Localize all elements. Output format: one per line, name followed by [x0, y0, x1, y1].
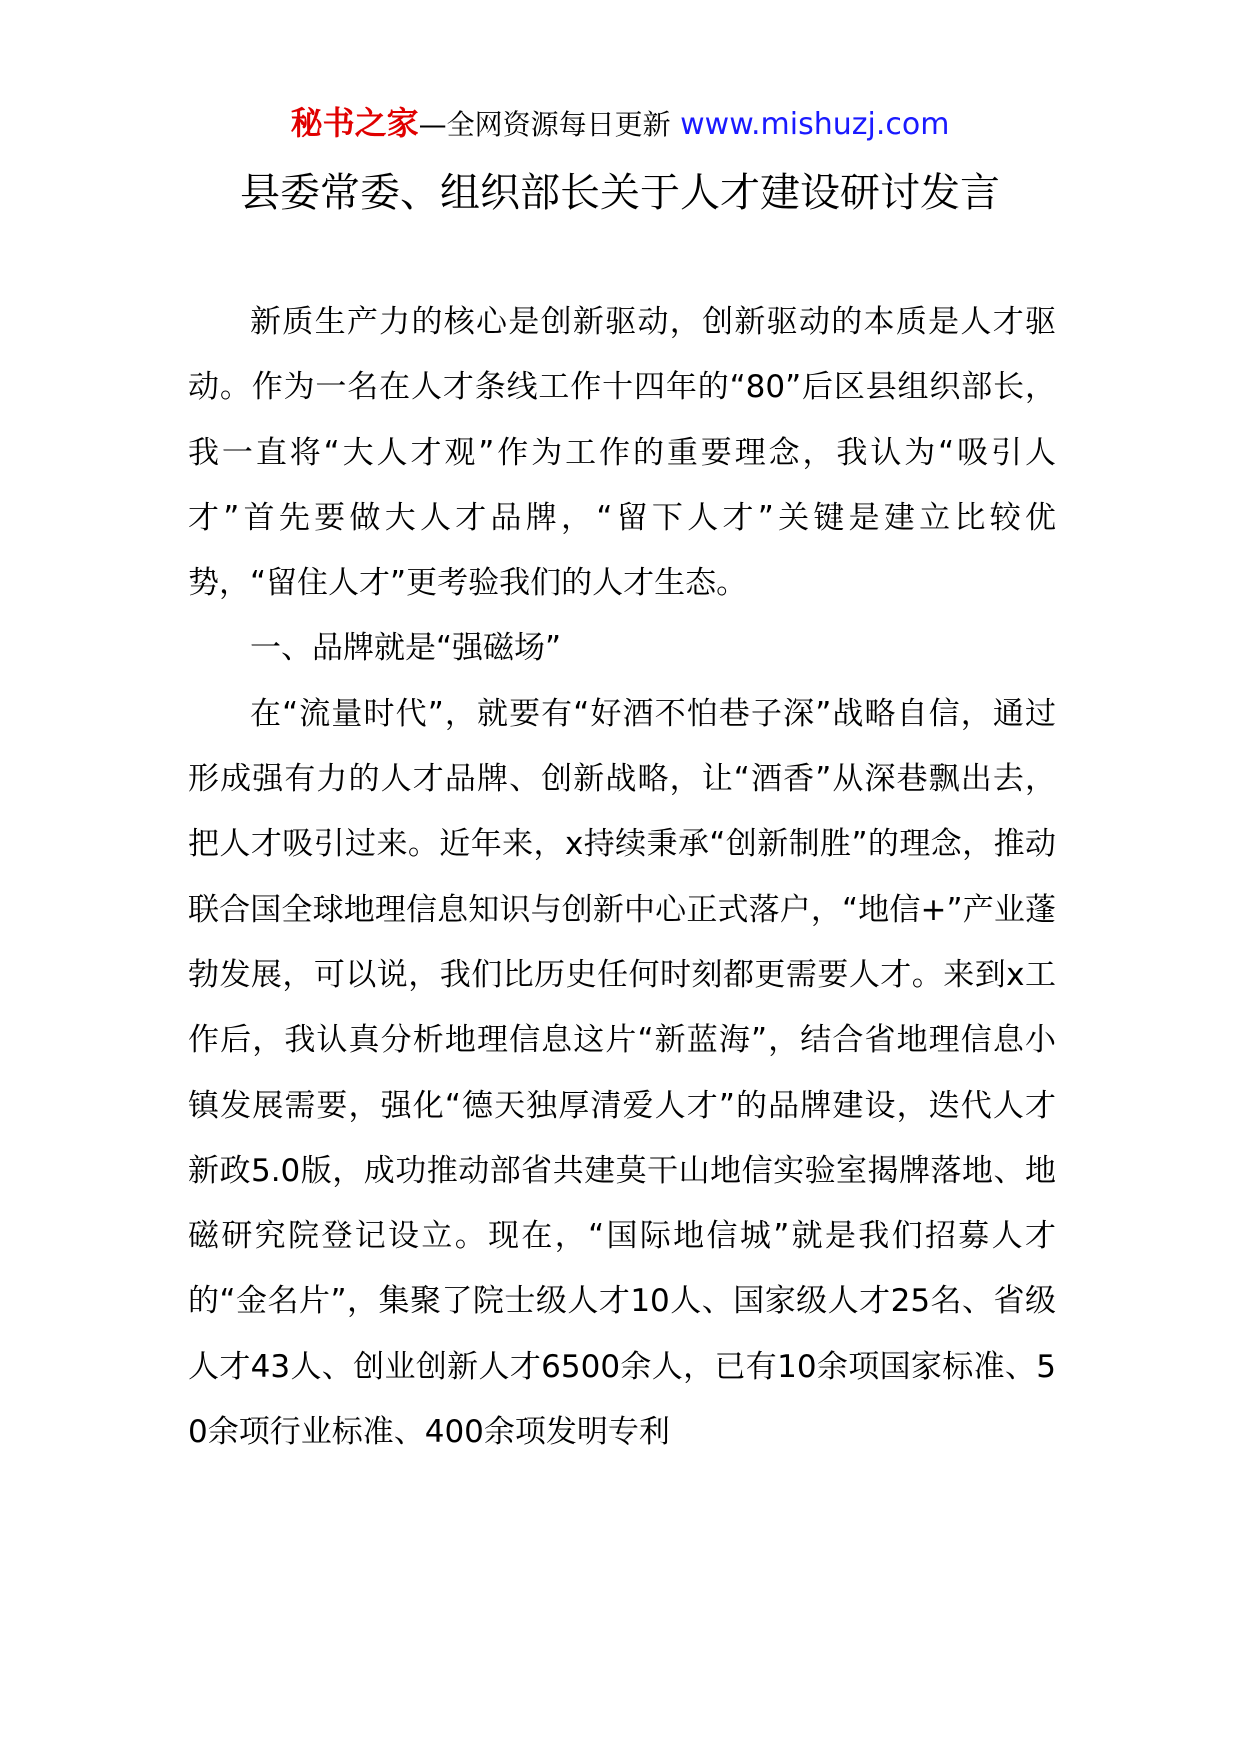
brand-name: 秘书之家 — [290, 104, 419, 142]
site-slogan: —全网资源每日更新 — [418, 108, 671, 141]
site-url-link[interactable]: www.mishuzj.com — [680, 107, 950, 142]
site-header — [0, 103, 1240, 145]
body-paragraph: 在“流量时代”，就要有“好酒不怕巷子深”战略自信，通过形成强有力的人才品牌、创新战略，让“酒香”从深巷飘出去，把人才吸引过来。近年来，x持续秉承“创新制胜”的理念，推动联合国全球地理信息知识与创新中心正式落户，“地信+”产业蓬勃发展，可以说，我们比历史任何时刻都更需要人才。来到x工作后，我认真分析地理信息这片“新蓝海”，结合省地理信息小镇发展需要，强化“德天独厚清爱人才”的品牌建设，迭代人才新政5.0版，成功推动部省共建莫干山地信实验室揭牌落地、地磁研究院登记设立。现在，“国际地信城”就是我们招募人才的“金名片”，集聚了院士级人才10人、国家级人才25名、省级人才43人、创业创新人才6500余人，已有10余项国家标准、50余项行业标准、400余项发明专利 — [188, 695, 1056, 1451]
section-heading: 一、品牌就是“强磁场” — [250, 630, 562, 667]
intro-paragraph: 新质生产力的核心是创新驱动，创新驱动的本质是人才驱动。作为一名在人才条线工作十四年的“80”后区县组织部长，我一直将“大人才观”作为工作的重要理念，我认为“吸引人才”首先要做大人才品牌，“留下人才”关键是建立比较优势，“留住人才”更考验我们的人才生态。 — [188, 304, 1056, 602]
document-body — [188, 290, 1056, 1465]
document-title: 县委常委、组织部长关于人才建设研讨发言 — [240, 170, 1000, 216]
